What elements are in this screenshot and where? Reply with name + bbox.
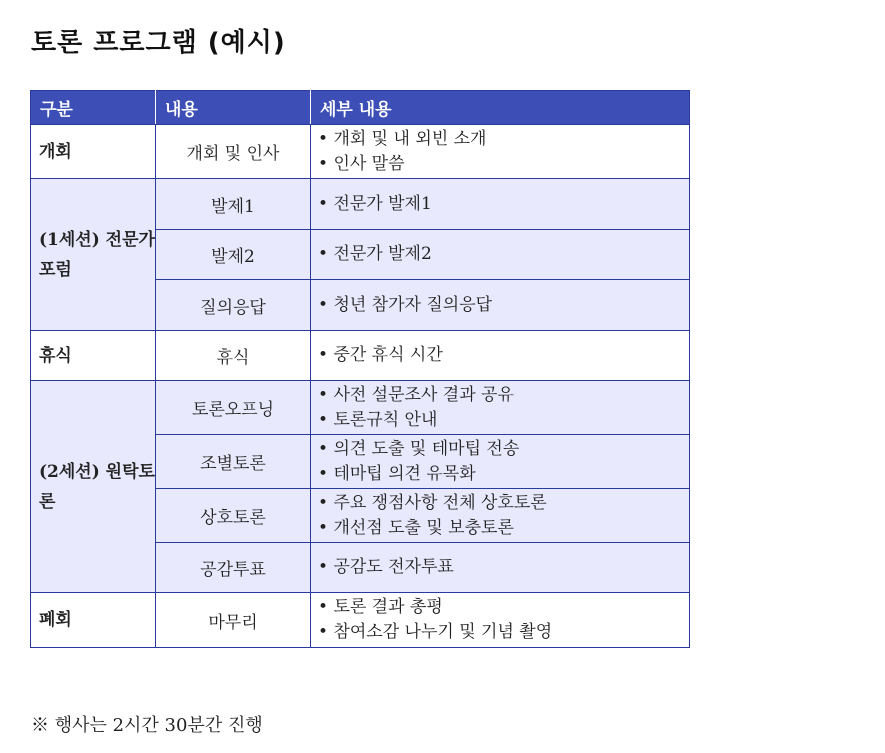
detail-item: • 청년 참가자 질의응답	[318, 293, 689, 318]
content-cell: 발제2	[156, 230, 311, 280]
content-cell: 마무리	[156, 593, 311, 648]
footnote: ※ 행사는 2시간 30분간 진행	[31, 715, 263, 736]
table-header-row	[31, 91, 690, 125]
detail-item: • 전문가 발제2	[318, 242, 689, 267]
table-row	[31, 331, 690, 381]
details-cell	[311, 381, 690, 435]
details-cell	[311, 179, 690, 230]
detail-item: • 주요 쟁점사항 전체 상호토론	[318, 491, 689, 516]
detail-item: • 토론규칙 안내	[318, 408, 689, 433]
content-cell: 공감투표	[156, 543, 311, 593]
table-row	[31, 593, 690, 648]
details-cell	[311, 489, 690, 543]
table-row	[31, 125, 690, 179]
program-table	[30, 90, 690, 648]
detail-item: • 중간 휴식 시간	[318, 343, 689, 368]
detail-item: • 개회 및 내 외빈 소개	[318, 127, 689, 152]
table-row	[31, 381, 690, 435]
details-cell	[311, 280, 690, 331]
category-cell: (1세션) 전문가 포럼	[31, 179, 156, 331]
content-cell: 휴식	[156, 331, 311, 381]
detail-item: • 토론 결과 총평	[318, 595, 689, 620]
details-cell	[311, 230, 690, 280]
category-cell: 개회	[31, 125, 156, 179]
detail-item: • 인사 말씀	[318, 152, 689, 177]
content-cell: 질의응답	[156, 280, 311, 331]
category-cell: 폐회	[31, 593, 156, 648]
header-category: 구분	[31, 91, 156, 125]
content-cell: 상호토론	[156, 489, 311, 543]
detail-item: • 공감도 전자투표	[318, 555, 689, 580]
details-cell	[311, 435, 690, 489]
details-cell	[311, 125, 690, 179]
page-title: 토론 프로그램 (예시)	[31, 28, 286, 58]
header-details: 세부 내용	[311, 91, 690, 125]
detail-item: • 개선점 도출 및 보충토론	[318, 516, 689, 541]
content-cell: 토론오프닝	[156, 381, 311, 435]
detail-item: • 참여소감 나누기 및 기념 촬영	[318, 620, 689, 645]
table-row	[31, 179, 690, 230]
detail-item: • 테마팁 의견 유목화	[318, 462, 689, 487]
content-cell: 개회 및 인사	[156, 125, 311, 179]
details-cell	[311, 593, 690, 648]
category-cell: 휴식	[31, 331, 156, 381]
content-cell: 발제1	[156, 179, 311, 230]
details-cell	[311, 543, 690, 593]
content-cell: 조별토론	[156, 435, 311, 489]
detail-item: • 사전 설문조사 결과 공유	[318, 383, 689, 408]
detail-item: • 전문가 발제1	[318, 192, 689, 217]
detail-item: • 의견 도출 및 테마팁 전송	[318, 437, 689, 462]
category-cell: (2세션) 원탁토론	[31, 381, 156, 593]
details-cell	[311, 331, 690, 381]
header-content: 내용	[156, 91, 311, 125]
